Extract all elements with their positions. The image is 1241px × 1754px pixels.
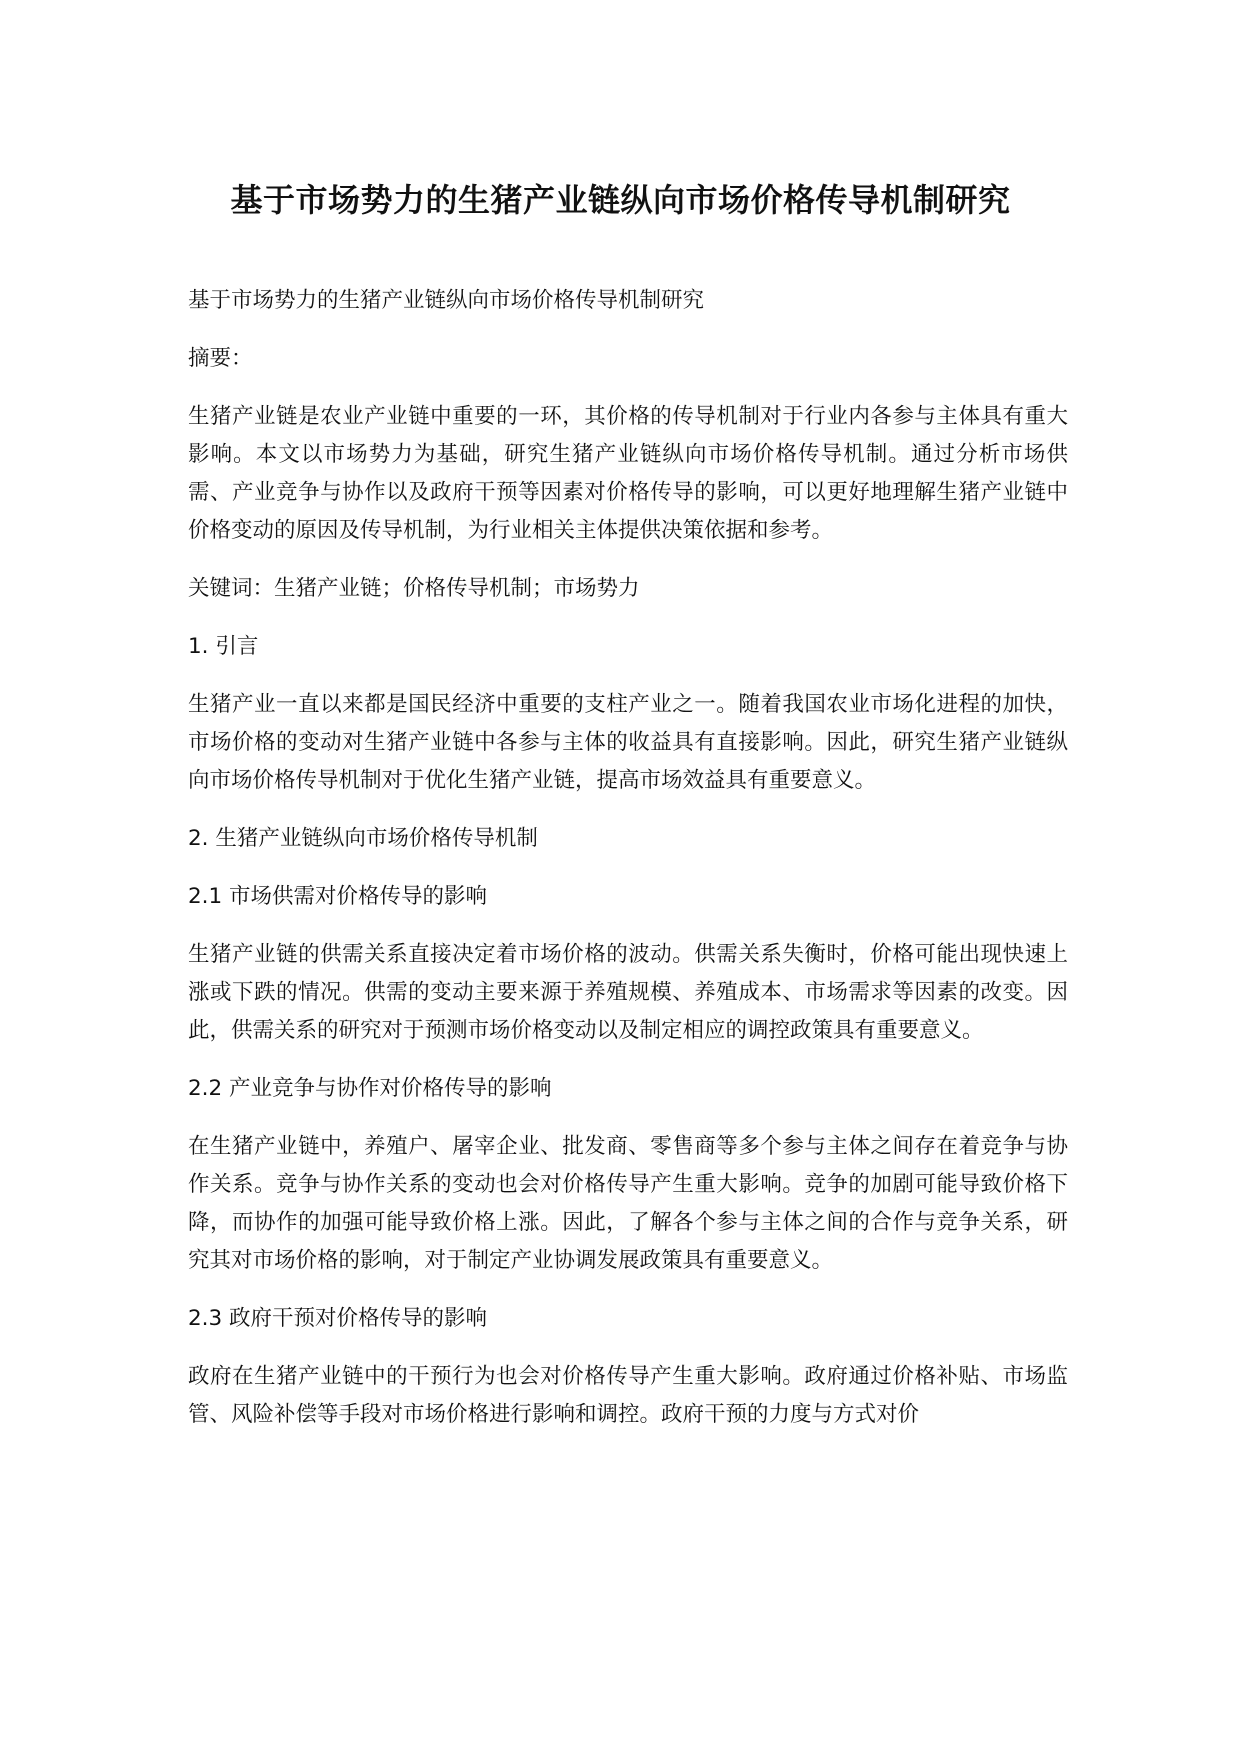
section-heading-2: 2. 生猪产业链纵向市场价格传导机制 xyxy=(188,826,538,851)
section-text-2-1: 生猪产业链的供需关系直接决定着市场价格的波动。供需关系失衡时，价格可能出现快速上涨或下跌的情况。供需的变动主要来源于养殖规模、养殖成本、市场需求等因素的改变。因此，供需关系的研究对于预测市场价格变动以及制定相应的调控政策具有重要意义。 xyxy=(188,942,1068,1043)
section-heading-2-3: 2.3 政府干预对价格传导的影响 xyxy=(188,1306,488,1331)
section-heading-1: 1. 引言 xyxy=(188,634,259,659)
section-heading-2-1: 2.1 市场供需对价格传导的影响 xyxy=(188,884,488,909)
section-text-1: 生猪产业一直以来都是国民经济中重要的支柱产业之一。随着我国农业市场化进程的加快，市场价格的变动对生猪产业链中各参与主体的收益具有直接影响。因此，研究生猪产业链纵向市场价格传导机制对于优化生猪产业链，提高市场效益具有重要意义。 xyxy=(188,692,1068,793)
section-text-2-3: 政府在生猪产业链中的干预行为也会对价格传导产生重大影响。政府通过价格补贴、市场监管、风险补偿等手段对市场价格进行影响和调控。政府干预的力度与方式对价 xyxy=(188,1364,1068,1427)
subtitle: 基于市场势力的生猪产业链纵向市场价格传导机制研究 xyxy=(188,288,705,313)
document-body xyxy=(188,282,1068,1454)
keywords: 关键词：生猪产业链；价格传导机制；市场势力 xyxy=(188,576,640,601)
document-title: 基于市场势力的生猪产业链纵向市场价格传导机制研究 xyxy=(230,181,1011,219)
section-text-2-2: 在生猪产业链中，养殖户、屠宰企业、批发商、零售商等多个参与主体之间存在着竞争与协作关系。竞争与协作关系的变动也会对价格传导产生重大影响。竞争的加剧可能导致价格下降，而协作的加强可能导致价格上涨。因此，了解各个参与主体之间的合作与竞争关系，研究其对市场价格的影响，对于制定产业协调发展政策具有重要意义。 xyxy=(188,1134,1068,1273)
abstract-label: 摘要： xyxy=(188,346,253,371)
abstract-text: 生猪产业链是农业产业链中重要的一环，其价格的传导机制对于行业内各参与主体具有重大影响。本文以市场势力为基础，研究生猪产业链纵向市场价格传导机制。通过分析市场供需、产业竞争与协作以及政府干预等因素对价格传导的影响，可以更好地理解生猪产业链中价格变动的原因及传导机制，为行业相关主体提供决策依据和参考。 xyxy=(188,404,1068,543)
section-heading-2-2: 2.2 产业竞争与协作对价格传导的影响 xyxy=(188,1076,552,1101)
